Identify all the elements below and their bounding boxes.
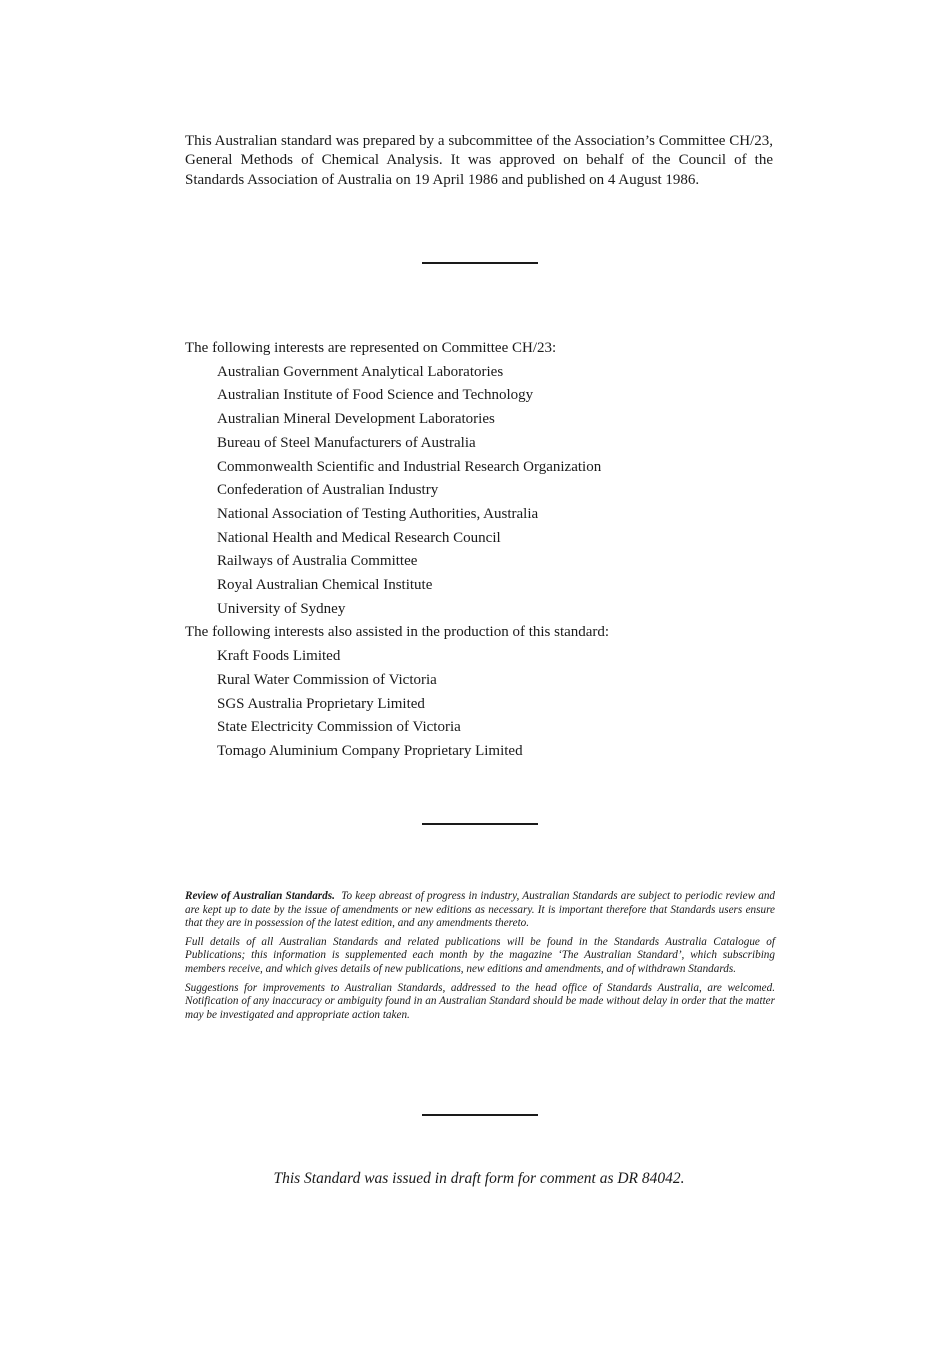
list-item: Tomago Aluminium Company Proprietary Limited	[217, 742, 523, 759]
represented-list	[185, 361, 785, 622]
list-item: Bureau of Steel Manufacturers of Australia	[217, 434, 476, 451]
review-paragraph: Full details of all Australian Standards and related publications will be found in the Standards Australia Catalogue of Publications; this information is supplemented each month by the magazine ‘The Australian Standard’, which subscribing members receive, and which gives details of new publications, new editions and amendments, and of withdrawn Standards.	[185, 935, 775, 975]
divider-rule	[422, 823, 538, 825]
review-notice	[185, 890, 775, 1027]
list-item: Australian Government Analytical Laboratories	[217, 363, 504, 380]
draft-note: This Standard was issued in draft form for comment as DR 84042.	[273, 1170, 685, 1187]
list-item: Kraft Foods Limited	[217, 648, 341, 665]
assisted-list	[185, 645, 785, 764]
list-item: Confederation of Australian Industry	[217, 482, 439, 499]
assisted-lead: The following interests also assisted in the production of this standard:	[185, 624, 610, 641]
review-text: To keep abreast of progress in industry, Australian Standards are subject to periodic review and are kept up to date by the issue of amendments or new editions as necessary. It is important therefore that Standards users ensure that they are in possession of the latest edition, and any amendments thereto.	[185, 890, 776, 930]
list-item: Railways of Australia Committee	[217, 553, 418, 570]
list-item: University of Sydney	[217, 600, 346, 617]
list-item: Australian Institute of Food Science and Technology	[217, 387, 534, 404]
list-item: Royal Australian Chemical Institute	[217, 577, 433, 594]
review-title: Review of Australian Standards.	[185, 890, 335, 902]
divider-rule	[422, 1114, 538, 1116]
list-item: Australian Mineral Development Laboratories	[217, 411, 495, 428]
list-item: National Health and Medical Research Council	[217, 529, 501, 546]
list-item: Rural Water Commission of Victoria	[217, 671, 437, 688]
divider-rule	[422, 262, 538, 264]
list-item: Commonwealth Scientific and Industrial Research Organization	[217, 458, 602, 475]
list-item: State Electricity Commission of Victoria	[217, 719, 461, 736]
list-item: SGS Australia Proprietary Limited	[217, 695, 425, 712]
intro-paragraph: This Australian standard was prepared by a subcommittee of the Association’s Committee CH/23, General Methods of Chemical Analysis. It was approved on behalf of the Council of the Standards Association of Australia on 19 April 1986 and published on 4 August 1986.	[185, 133, 773, 188]
list-item: National Association of Testing Authorities, Australia	[217, 505, 539, 522]
committee-interests	[185, 337, 785, 764]
review-paragraph	[185, 890, 775, 931]
review-paragraph: Suggestions for improvements to Australian Standards, addressed to the head office of Standards Australia, are welcomed. Notification of any inaccuracy or ambiguity found in an Australian Standard should be made without delay in order that the matter may be investigated and appropriate action taken.	[185, 981, 775, 1021]
represented-lead: The following interests are represented on Committee CH/23:	[185, 340, 557, 356]
